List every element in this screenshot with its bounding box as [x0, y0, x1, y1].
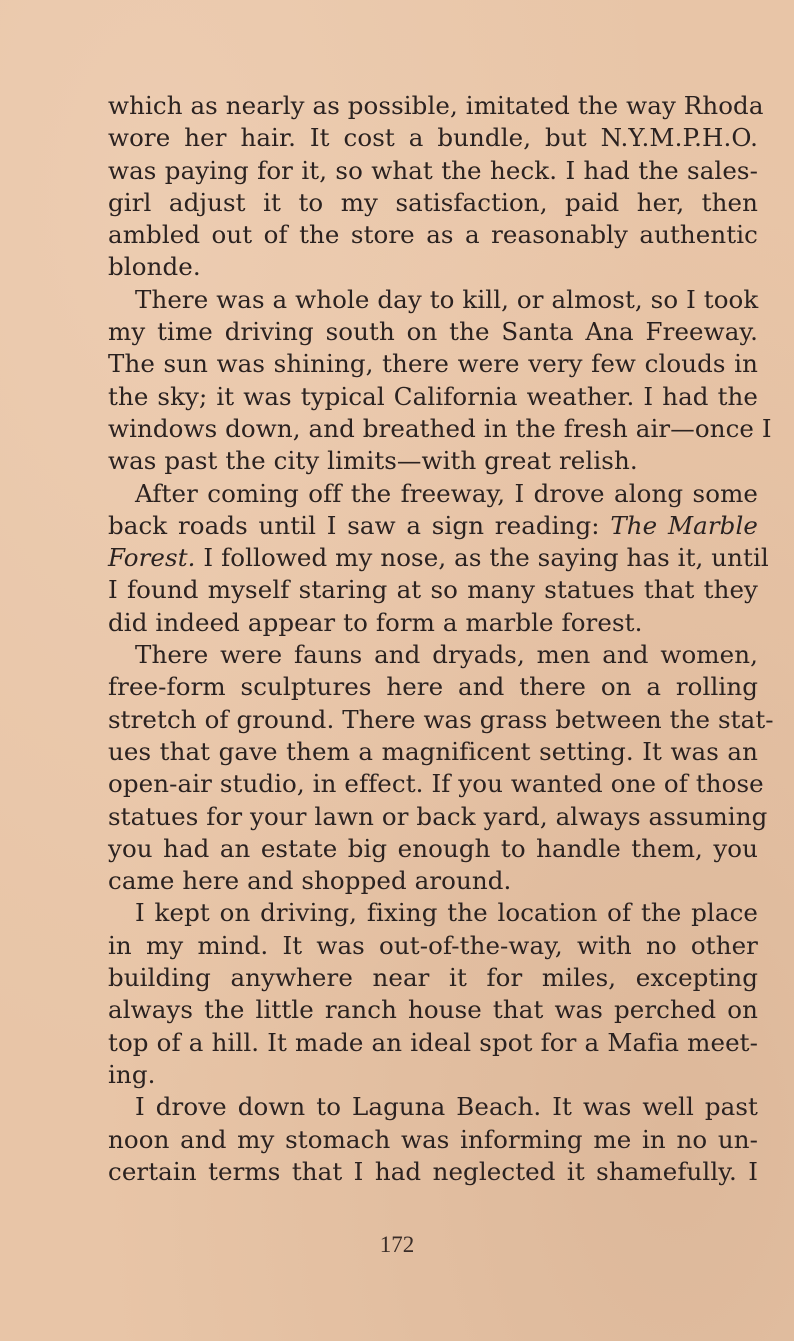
- text-line: [108, 704, 774, 736]
- line-text: which as nearly as possible, imitated the way Rhoda: [108, 91, 764, 120]
- text-line: [108, 1027, 758, 1059]
- text-line: [108, 768, 764, 800]
- text-line: [108, 90, 764, 122]
- text-line: [108, 478, 758, 510]
- line-text: I kept on driving, fixing the location of the place: [135, 898, 758, 928]
- line-text: top of a hill. It made an ideal spot for a Mafia meet-: [108, 1027, 758, 1057]
- text-line: [108, 219, 758, 251]
- text-line: [108, 348, 758, 380]
- line-text: always the little ranch house that was perched on: [108, 995, 758, 1025]
- text-line: [108, 897, 758, 929]
- line-text: was past the city limits—with great relish.: [108, 446, 638, 476]
- line-text: free-form sculptures here and there on a rolling: [108, 672, 758, 702]
- line-text: did indeed appear to form a marble forest.: [108, 607, 643, 637]
- text-line: [108, 607, 758, 639]
- line-text: ues that gave them a magnificent setting. It was an: [108, 736, 758, 766]
- line-text: statues for your lawn or back yard, always assuming: [108, 801, 768, 831]
- text-line: [108, 639, 758, 671]
- italic-text: Forest.: [108, 543, 196, 573]
- page-number: 172: [379, 1232, 415, 1257]
- line-text: wore her hair. It cost a bundle, but N.Y.M.P.H.O.: [108, 123, 758, 153]
- line-text: building anywhere near it for miles, excepting: [108, 963, 758, 993]
- text-line: [108, 736, 758, 768]
- text-line: [108, 1124, 758, 1156]
- text-line: [108, 413, 772, 445]
- text-line: [108, 801, 768, 833]
- text-line: [108, 994, 758, 1026]
- text-line: [108, 671, 758, 703]
- text-line: [108, 930, 758, 962]
- line-text: noon and my stomach was informing me in no un-: [108, 1124, 758, 1154]
- text-line: [108, 284, 758, 316]
- italic-text: The Marble: [610, 510, 758, 540]
- line-text: stretch of ground. There was grass between the stat-: [108, 704, 774, 734]
- text-line: [108, 316, 758, 348]
- text-line: [108, 574, 758, 606]
- line-text: I drove down to Laguna Beach. It was well past: [135, 1092, 758, 1122]
- line-text: There was a whole day to kill, or almost, so I took: [135, 284, 759, 314]
- line-text: The sun was shining, there were very few clouds in: [108, 349, 758, 379]
- line-text: I followed my nose, as the saying has it, until: [203, 543, 769, 573]
- text-line: [108, 122, 758, 154]
- text-line: [108, 445, 758, 477]
- text-line: [108, 381, 758, 413]
- text-line: [108, 251, 758, 283]
- line-text: After coming off the freeway, I drove along some: [135, 478, 758, 508]
- line-text: back roads until I saw a sign reading:: [108, 510, 611, 540]
- line-text: I found myself staring at so many statues that they: [108, 575, 758, 605]
- line-text: in my mind. It was out-of-the-way, with no other: [108, 930, 758, 960]
- text-line: [108, 542, 769, 574]
- line-text: was paying for it, so what the heck. I had the sales-: [108, 155, 758, 185]
- text-line: [108, 1091, 758, 1123]
- text-line: [108, 833, 758, 865]
- text-line: [108, 187, 758, 219]
- line-text: ing.: [108, 1059, 156, 1089]
- text-line: [108, 510, 758, 542]
- line-text: you had an estate big enough to handle them, you: [108, 833, 758, 863]
- text-line: [108, 1059, 758, 1091]
- text-line: [108, 865, 758, 897]
- line-text: open-air studio, in effect. If you wanted one of those: [108, 769, 764, 799]
- line-text: my time driving south on the Santa Ana Freeway.: [108, 317, 758, 347]
- line-text: girl adjust it to my satisfaction, paid her, then: [108, 187, 758, 217]
- line-text: ambled out of the store as a reasonably authentic: [108, 220, 758, 250]
- line-text: There were fauns and dryads, men and women,: [135, 640, 758, 670]
- text-line: [108, 155, 758, 187]
- line-text: certain terms that I had neglected it shamefully. I: [108, 1156, 758, 1186]
- body-text: [108, 90, 774, 1188]
- line-text: came here and shopped around.: [108, 866, 512, 896]
- line-text: blonde.: [108, 252, 201, 282]
- line-text: the sky; it was typical California weather. I had the: [108, 381, 758, 411]
- text-line: [108, 962, 758, 994]
- text-line: [108, 1156, 758, 1188]
- line-text: windows down, and breathed in the fresh air—once I: [108, 413, 772, 443]
